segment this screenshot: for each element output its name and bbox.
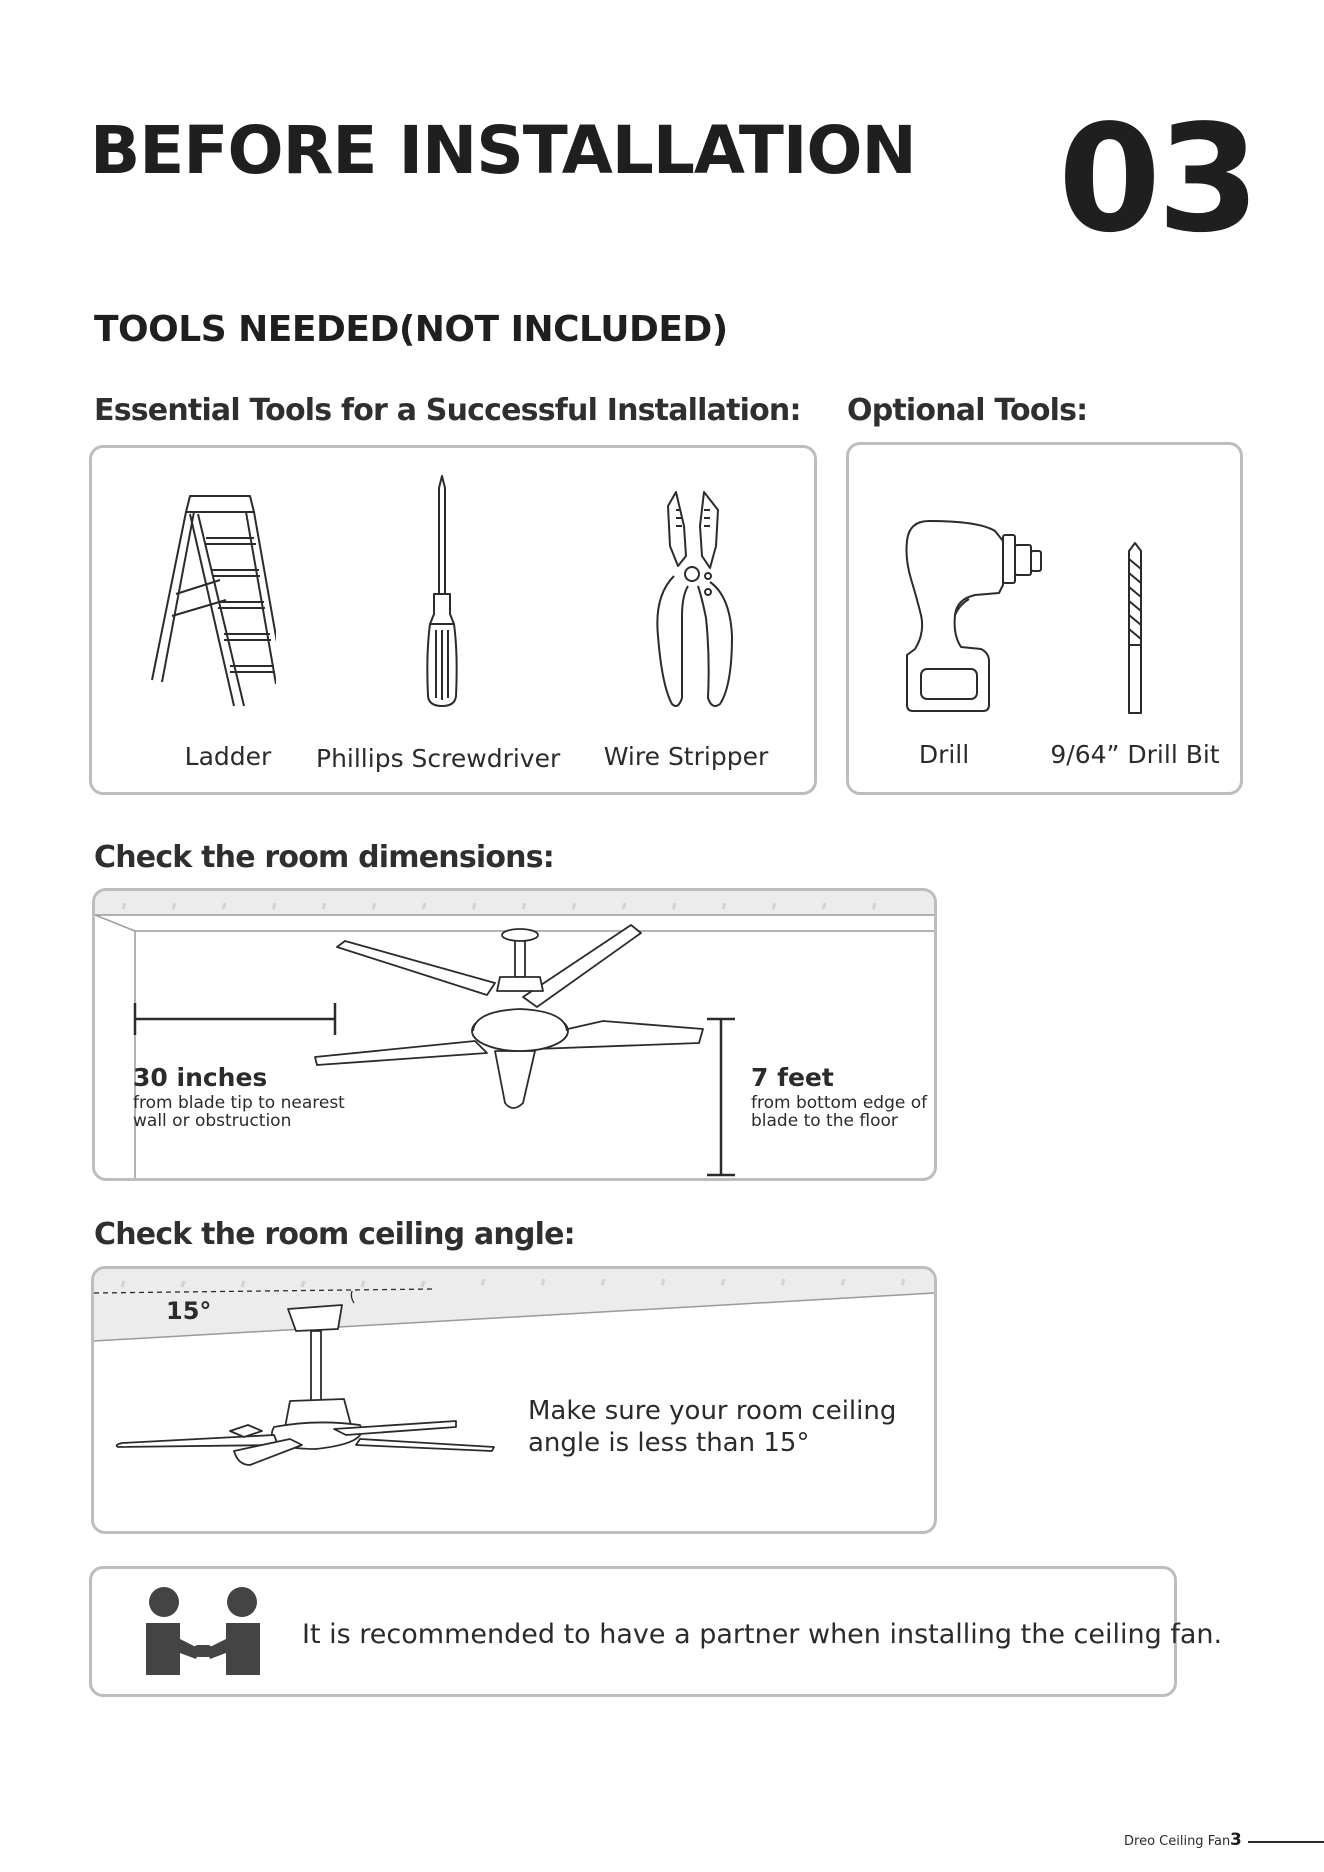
partner-note-panel (89, 1566, 1223, 1697)
tool-label: Drill (918, 740, 970, 769)
screwdriver-icon (422, 474, 462, 710)
essential-tools-heading: Essential Tools for a Successful Installation: (94, 393, 801, 428)
drill-icon (899, 515, 1059, 715)
room-dimensions-heading: Check the room dimensions: (94, 840, 554, 875)
wall-distance-desc-2: wall or obstruction (133, 1111, 292, 1131)
two-people-handshake-icon (144, 1587, 262, 1677)
footer-rule (1248, 1841, 1324, 1843)
section-number: 03 (1058, 93, 1256, 265)
floor-distance-value: 7 feet (751, 1063, 834, 1092)
wall-distance-value: 30 inches (133, 1063, 268, 1092)
floor-distance-desc-2: blade to the floor (751, 1111, 898, 1131)
ladder-icon (146, 488, 276, 708)
ceiling-angle-panel (91, 1266, 937, 1534)
ceiling-angle-heading: Check the room ceiling angle: (94, 1217, 575, 1252)
drill-bit-icon (1123, 541, 1147, 717)
optional-tools-heading: Optional Tools: (847, 393, 1088, 428)
partner-recommendation: It is recommended to have a partner when installing the ceiling fan. (302, 1619, 1223, 1650)
room-dimensions-diagram (95, 891, 934, 1178)
essential-tools-panel (89, 445, 817, 795)
tool-label: Ladder (184, 742, 272, 771)
optional-tools-panel (846, 442, 1243, 795)
floor-distance-desc-1: from bottom edge of (751, 1093, 928, 1113)
footer-page-number: 3 (1230, 1830, 1242, 1850)
tool-label: Phillips Screwdriver (316, 744, 561, 773)
ceiling-angle-note-2: angle is less than 15° (528, 1428, 810, 1458)
room-dimensions-panel (92, 888, 937, 1181)
angle-degree-label: 15° (166, 1297, 212, 1325)
tool-label: Wire Stripper (603, 742, 769, 771)
ceiling-angle-note-1: Make sure your room ceiling (528, 1396, 897, 1426)
footer-product: Dreo Ceiling Fan (1124, 1834, 1231, 1849)
wire-stripper-icon (648, 486, 738, 712)
wall-distance-desc-1: from blade tip to nearest (133, 1093, 345, 1113)
page-title: BEFORE INSTALLATION (90, 112, 916, 189)
tools-heading: TOOLS NEEDED(NOT INCLUDED) (94, 309, 728, 350)
tool-label: 9/64” Drill Bit (1050, 740, 1220, 769)
